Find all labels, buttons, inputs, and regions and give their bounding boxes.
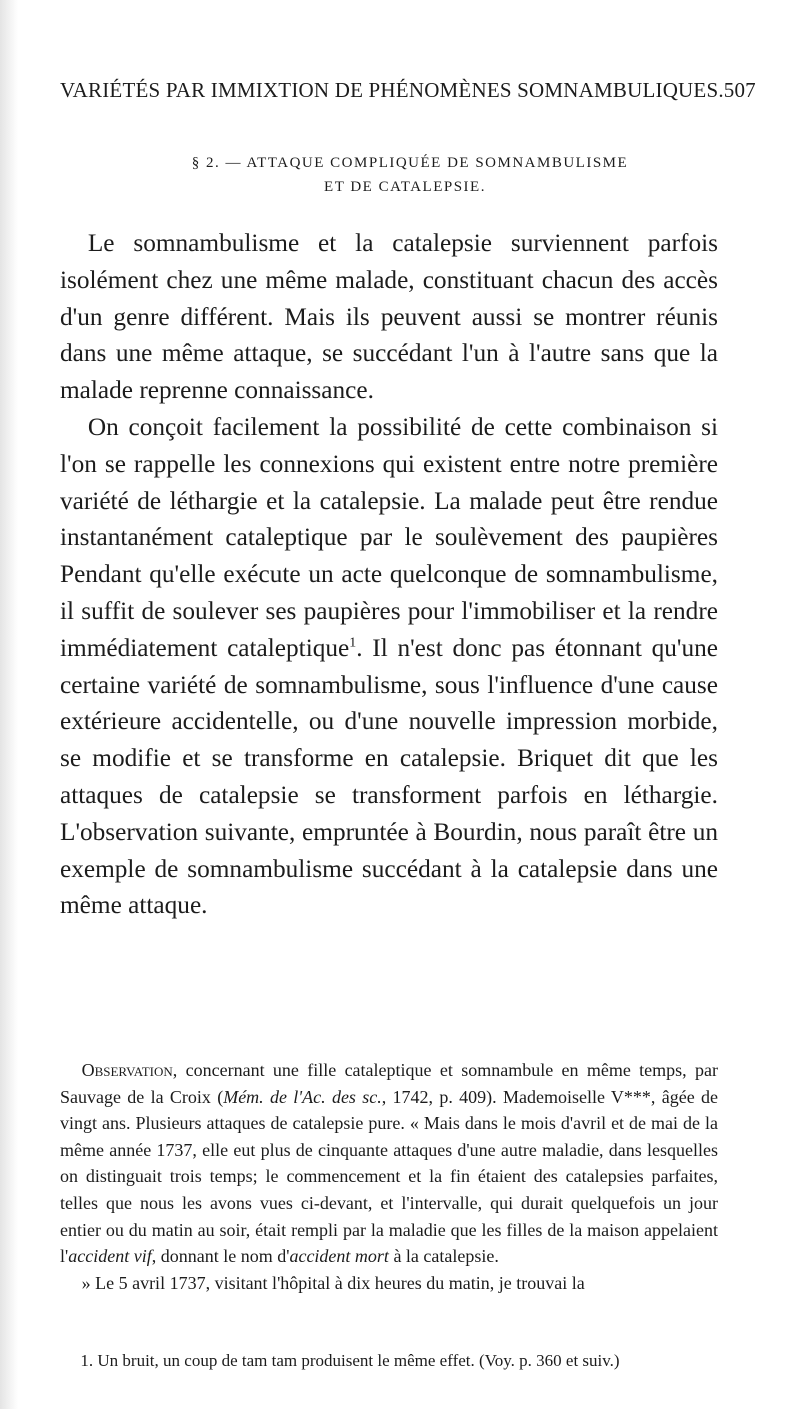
page-number: 507: [723, 78, 756, 102]
observation-citation: Mém. de l'Ac. des sc.: [223, 1086, 382, 1107]
footnote-marker: 1.: [80, 1351, 94, 1370]
footnote: [60, 1349, 730, 1373]
observation-mid: , donnant le nom d': [151, 1246, 290, 1267]
observation-intro: , concernant une fille cataleptique et somnambule en même temps, par Sauvage de la Croix (: [60, 1060, 718, 1107]
observation-term-accident-vif: accident vif: [68, 1246, 152, 1267]
section-subheading: ET DE CATALEPSIE.: [324, 179, 486, 195]
observation-paragraph-1: [60, 1057, 718, 1270]
observation-term-accident-mort: accident mort: [289, 1246, 389, 1267]
observation-citation-rest: , 1742, p. 409). Mademoiselle V***, âgée de vingt ans. Plusieurs attaques de catalepsie pure. « Mais dans le mois d'avril et de mai de la même année 1737, elle eut plus de cinquante attaques d'une autre maladie, dans lesquelles on distinguait trois temps; le commencement et la fin étaient des catalepsies parfaites, telles que nous les avons vues ci-devant, et l'intervalle, qui durait quelquefois un jour entier ou du matin au soir, était rempli par la maladie que les filles de la maison appelaient l': [60, 1086, 719, 1267]
paragraph-2-text-a: On conçoit facilement la possibilité de cette combinaison si l'on se rappelle les connexions qui existent entre notre première variété de léthargie et la catalepsie. La malade peut être rendue instantanément cataleptique par le soulèvement des paupières Pendant qu'elle exécute un acte quelconque de somnambulisme, il suffit de soulever ses paupières pour l'immobiliser et la rendre immédiatement cataleptique: [60, 412, 718, 662]
running-title: VARIÉTÉS PAR IMMIXTION DE PHÉNOMÈNES SOMNAMBULIQUES.: [60, 78, 724, 102]
observation-paragraph-2: » Le 5 avril 1737, visitant l'hôpital à dix heures du matin, je trouvai la: [81, 1272, 585, 1293]
paragraph-1: Le somnambulisme et la catalepsie surviennent parfois isolément chez une même malade, constituant chacun des accès d'un genre différent. Mais ils peuvent aussi se montrer réunis dans une même attaque, se succédant l'un à l'autre sans que la malade reprenne connaissance.: [60, 229, 718, 405]
observation-end: à la catalepsie.: [388, 1246, 499, 1267]
footnote-reference: 1: [349, 635, 357, 651]
running-header: [60, 78, 756, 103]
page-edge: [0, 0, 18, 1409]
observation-label: Observation: [81, 1060, 173, 1080]
main-text: [60, 225, 718, 924]
paragraph-2-text-b: . Il n'est donc pas étonnant qu'une certaine variété de somnambulisme, sous l'influence d'une cause extérieure accidentelle, ou d'une nouvelle impression morbide, se modifie et se transforme en catalepsie. Briquet dit que les attaques de catalepsie se transforment parfois en léthargie. L'observation suivante, empruntée à Bourdin, nous paraît être un exemple de somnambulisme succédant à la catalepsie dans une même attaque.: [60, 633, 719, 920]
footnote-text: Un bruit, un coup de tam tam produisent le même effet. (Voy. p. 360 et suiv.): [97, 1351, 620, 1370]
paragraph-2: [60, 409, 718, 924]
section-heading: § 2. — ATTAQUE COMPLIQUÉE DE SOMNAMBULISME: [191, 155, 629, 171]
observation-block: [60, 1057, 718, 1296]
